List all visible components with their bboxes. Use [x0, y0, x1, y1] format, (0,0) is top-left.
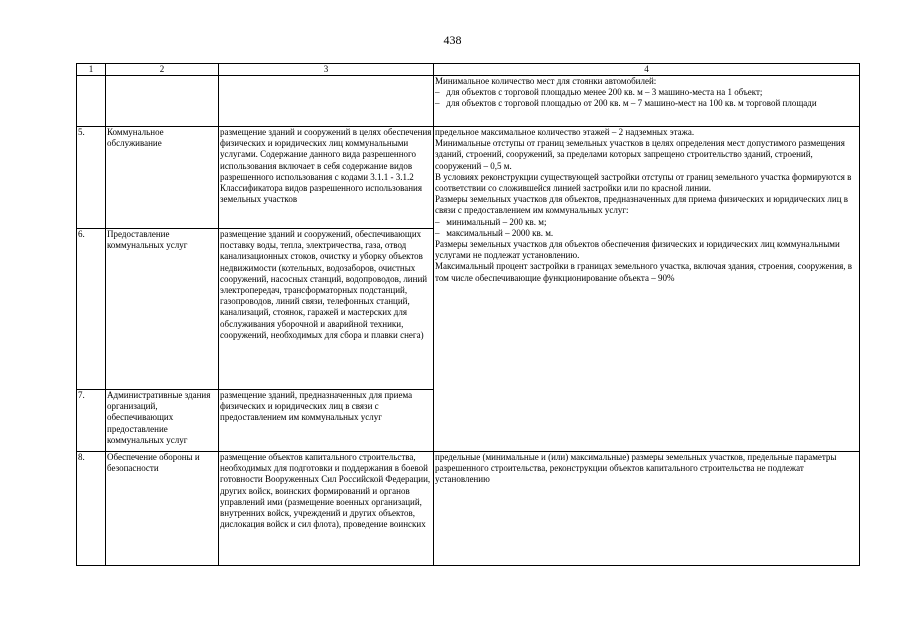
- paragraph: Размеры земельных участков для объектов обеспечения физических и юридических лиц коммунальными услугами не подлежат установлению.: [435, 239, 840, 261]
- row-name-cell: [106, 76, 219, 127]
- header-col-3: 3: [219, 64, 434, 76]
- paragraph: В условиях реконструкции существующей застройки отступы от границ земельного участка формируются в соответствии со сложившейся линией застройки или по красной линии.: [435, 171, 852, 194]
- row-params-cell: [434, 127, 860, 452]
- paragraph: – минимальный – 200 кв. м;: [435, 216, 547, 227]
- header-col-1: 1: [77, 64, 106, 76]
- paragraph: – для объектов с торговой площадью от 200 кв. м – 7 машино-мест на 100 кв. м торговой площади: [435, 98, 817, 109]
- header-col-2: 2: [106, 64, 219, 76]
- row-description-cell: размещение объектов капитального строительства, необходимых для подготовки и поддержания в боевой готовности Вооруженных Сил Российской Федерации, других войск, воинских формирований и органов управлений ими (размещение военных организаций, внутренних войск, учреждений и других объектов, дислокация войск и сил флота), проведение воинских: [219, 452, 434, 566]
- row-name-cell: Предоставление коммунальных услуг: [106, 229, 219, 390]
- row-number-cell: 5.: [77, 127, 106, 229]
- row-params-cell: предельные (минимальные и (или) максимальные) размеры земельных участков, предельные параметры разрешенного строительства, реконструкции объектов капитального строительства не подлежат установлению: [434, 452, 860, 566]
- row-number-cell: 8.: [77, 452, 106, 566]
- row-description-cell: размещение зданий и сооружений, обеспечивающих поставку воды, тепла, электричества, газа, отвод канализационных стоков, очистку и уборку объектов недвижимости (котельных, водозаборов, очистных сооружений, насосных станций, водопроводов, линий электропередач, трансформаторных подстанций, газопроводов, линий связи, телефонных станций, канализаций, стоянок, гаражей и мастерских для обслуживания уборочной и аварийной техники, сооружений, необходимых для сбора и плавки снега): [219, 229, 434, 390]
- header-row: [77, 64, 860, 76]
- row-name-cell: Коммунальное обслуживание: [106, 127, 219, 229]
- row-number-cell: 6.: [77, 229, 106, 390]
- row-description-cell: размещение зданий, предназначенных для приема физических и юридических лиц в связи с предоставлением им коммунальных услуг: [219, 390, 434, 452]
- paragraph: Минимальные отступы от границ земельных участков в целях определения мест допустимого размещения зданий, строений, сооружений, за пределами которых запрещено строительство зданий, строений, сооружений – 0,5 м.: [435, 138, 845, 171]
- paragraph: – для объектов с торговой площадью менее 200 кв. м – 3 машино-места на 1 объект;: [435, 87, 763, 98]
- row-number-cell: 7.: [77, 390, 106, 452]
- row-name-cell: Административные здания организаций, обеспечивающих предоставление коммунальных услуг: [106, 390, 219, 452]
- page-number: 438: [443, 33, 462, 47]
- paragraph: Минимальное количество мест для стоянки автомобилей:: [435, 76, 657, 86]
- row-params-cell: [434, 76, 860, 127]
- table-row: [77, 127, 860, 229]
- row-description-cell: размещение зданий и сооружений в целях обеспечения физических и юридических лиц коммунальными услугами. Содержание данного вида разрешенного использования включает в себя содержание видов разрешенного использования с кодами 3.1.1 - 3.1.2 Классификатора видов разрешенного использования земельных участков: [219, 127, 434, 229]
- paragraph: Размеры земельных участков для объектов, предназначенных для приема физических и юридических лиц в связи с предоставлением им коммунальных услуг:: [435, 194, 849, 216]
- header-col-4: 4: [434, 64, 860, 76]
- zoning-table: [76, 63, 860, 566]
- row-description-cell: [219, 76, 434, 127]
- row-name-cell: Обеспечение обороны и безопасности: [106, 452, 219, 566]
- table-row-continuation: [77, 76, 860, 127]
- table-row: [77, 452, 860, 566]
- paragraph: Максимальный процент застройки в границах земельного участка, включая здания, строения, сооружения, в том числе обеспечивающие функционирование объекта – 90%: [435, 261, 853, 283]
- paragraph: предельное максимальное количество этажей – 2 надземных этажа.: [435, 127, 695, 137]
- paragraph: – максимальный – 2000 кв. м.: [435, 227, 554, 238]
- row-number-cell: [77, 76, 106, 127]
